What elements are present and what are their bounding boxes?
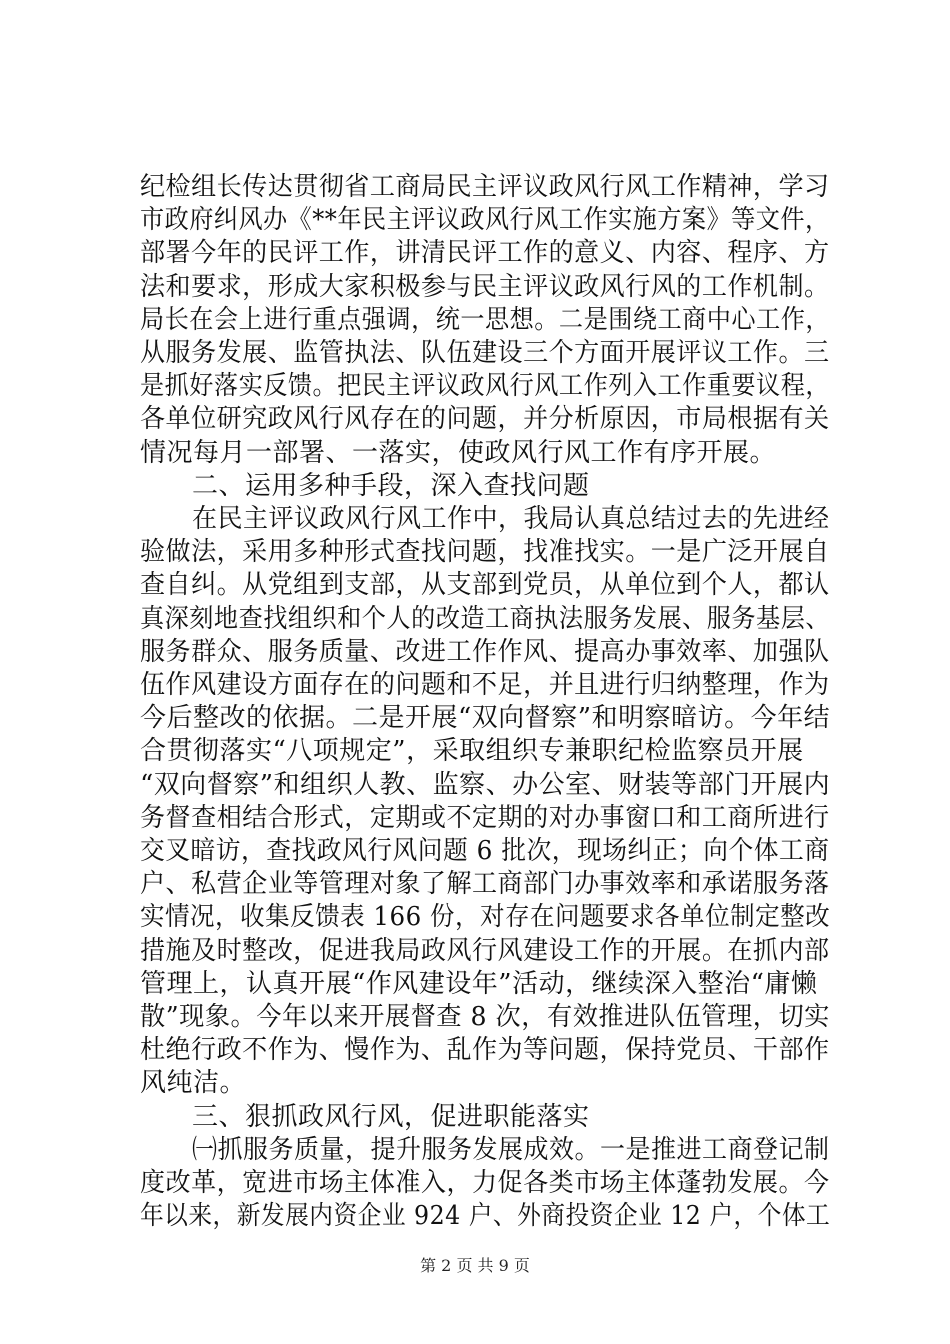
page-footer <box>0 1255 950 1277</box>
text-line: 户、私营企业等管理对象了解工商部门办事效率和承诺服务落 <box>140 869 830 900</box>
section-heading: 三、狠抓政风行风，促进职能落实 <box>192 1101 590 1132</box>
text-line: 管理上，认真开展“作风建设年”活动，继续深入整治“庸懒 <box>140 968 818 999</box>
text-line: 措施及时整改，促进我局政风行风建设工作的开展。在抓内部 <box>140 935 830 966</box>
page-number: 第 2 页 共 9 页 <box>420 1256 530 1275</box>
text-line: 合贯彻落实“八项规定”，采取组织专兼职纪检监察员开展 <box>140 736 804 767</box>
text-line: 市政府纠风办《**年民主评议政风行风工作实施方案》等文件， <box>140 205 830 236</box>
text-line: “双向督察”和组织人教、监察、办公室、财装等部门开展内 <box>140 769 831 800</box>
text-line: 情况每月一部署、一落实，使政风行风工作有序开展。 <box>140 437 777 468</box>
text-line: 局长在会上进行重点强调，统一思想。二是围绕工商中心工作， <box>140 304 831 335</box>
text-line: 风纯洁。 <box>140 1068 247 1099</box>
text-line: 务督查相结合形式，定期或不定期的对办事窗口和工商所进行 <box>140 802 830 833</box>
text-line: 交叉暗访，查找政风行风问题 6 批次，现场纠正；向个体工商 <box>140 836 830 866</box>
text-line: 查自纠。从党组到支部，从支部到党员，从单位到个人，都认 <box>140 570 830 601</box>
text-line: 服务群众、服务质量、改进工作作风、提高办事效率、加强队 <box>140 636 830 667</box>
text-line: 是抓好落实反馈。把民主评议政风行风工作列入工作重要议程， <box>140 371 831 402</box>
text-line: 从服务发展、监管执法、队伍建设三个方面开展评议工作。三 <box>140 338 830 368</box>
text-line: 今后整改的依据。二是开展“双向督察”和明察暗访。今年结 <box>140 703 831 734</box>
text-line: 年以来，新发展内资企业 924 户、外商投资企业 12 户，个体工 <box>140 1201 831 1232</box>
text-line: 度改革，宽进市场主体准入，力促各类市场主体蓬勃发展。今 <box>140 1168 830 1198</box>
text-line: 实情况，收集反馈表 166 份，对存在问题要求各单位制定整改 <box>140 902 831 933</box>
text-line: 部署今年的民评工作，讲清民评工作的意义、内容、程序、方 <box>140 238 830 269</box>
text-line: 各单位研究政风行风存在的问题，并分析原因，市局根据有关 <box>140 404 830 435</box>
text-line: 杜绝行政不作为、慢作为、乱作为等问题，保持党员、干部作 <box>140 1035 830 1066</box>
text-line: 在民主评议政风行风工作中，我局认真总结过去的先进经 <box>192 504 830 534</box>
text-line: 纪检组长传达贯彻省工商局民主评议政风行风工作精神，学习 <box>140 172 830 202</box>
text-line: 验做法，采用多种形式查找问题，找准找实。一是广泛开展自 <box>140 537 830 568</box>
section-heading: 二、运用多种手段，深入查找问题 <box>192 470 590 501</box>
text-line: 法和要求，形成大家积极参与民主评议政风行风的工作机制。 <box>140 271 830 302</box>
text-line: 散”现象。今年以来开展督查 8 次，有效推进队伍管理，切实 <box>140 1002 830 1032</box>
text-line: 伍作风建设方面存在的问题和不足，并且进行归纳整理，作为 <box>140 670 830 700</box>
text-line: ㈠抓服务质量，提升服务发展成效。一是推进工商登记制 <box>192 1134 830 1165</box>
text-line: 真深刻地查找组织和个人的改造工商执法服务发展、服务基层、 <box>140 603 831 634</box>
